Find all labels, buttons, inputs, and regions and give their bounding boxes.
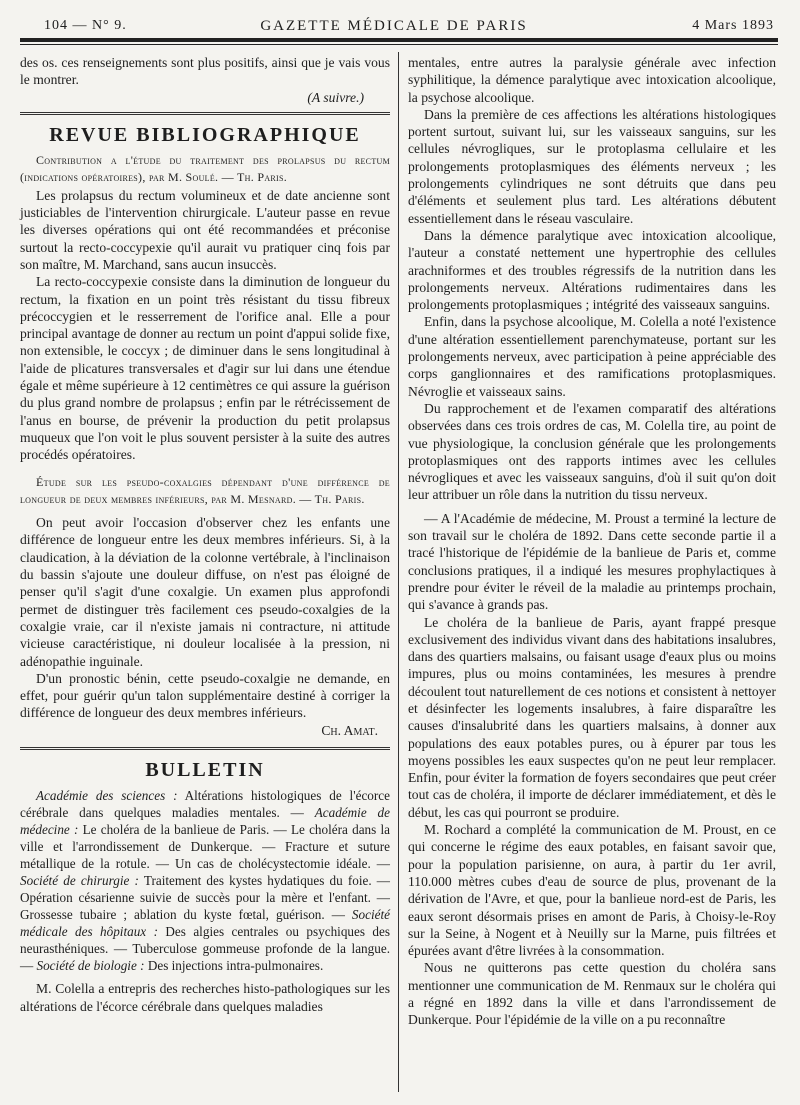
section-rule bbox=[20, 112, 390, 115]
paragraph: Du rapprochement et de l'examen comparatif des altérations observées dans ces trois ordres de cas, M. Colella tire, au point de vue physiologique, la conclusion générale que les prolongements protoplasmiques ont des rapports intimes avec les cellules névrogliques et avec les vaisseaux sanguins, d'où il suit qu'on doit leur attribuer un rôle dans la nutrition du tissu nerveux. bbox=[408, 400, 776, 503]
bulletin-summary: Académie des sciences : Altérations histologiques de l'écorce cérébrale dans quelques maladies mentales. — Académie de médecine : Le choléra de la banlieue de Paris. — Le choléra dans la ville et l'arrondissement de Dunkerque. — Fracture et suture métallique de la rotule. — Un cas de cholécystectomie idéale. — Société de chirurgie : Traitement des kystes hydatiques du foie. — Opération césarienne suivie de succès pour la mère et l'enfant. — Grossesse tubaire ; ablation du kyste fœtal, guérison. — Société médicale des hôpitaux : Des algies centrales ou psychiques des neurasthéniques. — Tuberculose gommeuse profonde de la langue. — Société de biologie : Des injections intra-pulmonaires. bbox=[20, 788, 390, 974]
right-column bbox=[408, 54, 776, 1029]
paragraph: mentales, entre autres la paralysie générale avec infection syphilitique, la démence paralytique avec intoxication alcoolique, la psychose alcoolique. bbox=[408, 55, 776, 105]
page-number: 104 — N° 9. bbox=[44, 18, 127, 33]
paragraph: Nous ne quitterons pas cette question du choléra sans mentionner une communication de M. Renmaux sur le choléra qui a régné en 1892 dans la ville et dans l'arrondissement de Dunkerque. Pour l'épidémie de la ville on a pu reconnaître bbox=[408, 960, 776, 1028]
header-rule bbox=[20, 38, 778, 42]
bulletin-paragraph: M. Colella a entrepris des recherches histo-pathologiques sur les altérations de l'écorce cérébrale dans quelques maladies bbox=[20, 981, 390, 1014]
paragraph: — A l'Académie de médecine, M. Proust a terminé la lecture de son travail sur le choléra de 1892. Dans cette seconde partie il a tracé l'historique de l'épidémie de la banlieue de Paris et, comme conclusions pratiques, il a indiqué les mesures prophylactiques à prendre pour éviter le réveil de la maladie au printemps prochain, qui s'avance à grands pas. bbox=[408, 510, 776, 613]
page-header bbox=[14, 6, 774, 36]
article2-paragraph: D'un pronostic bénin, cette pseudo-coxalgie ne demande, en effet, pour guérir qu'un talon supplémentaire destiné à corriger la différence de longueur des deux membres inférieurs. bbox=[20, 670, 390, 721]
article1-heading: Contribution a l'étude du traitement des prolapsus du rectum (indications opératoires), par M. Soulé. — Th. Paris. bbox=[20, 153, 390, 185]
article1-paragraph: Les prolapsus du rectum volumineux et de date ancienne sont justiciables de l'intervention chirurgicale. L'auteur passe en revue les diverses opérations qui ont été recommandées et préconise surtout la recto-coccypexie qu'il aurait vu pratiquer cinq fois par son maître, M. Marchand, sans aucun insuccès. bbox=[20, 187, 390, 272]
continued-note: (A suivre.) bbox=[307, 89, 364, 105]
left-column bbox=[20, 54, 390, 1015]
header-rule-thin bbox=[20, 44, 778, 45]
paragraph: Le choléra de la banlieue de Paris, ayant frappé presque exclusivement des individus vivant dans des habitations insalubres, dans des quartiers malsains, ou faisant usage d'eaux plus ou moins impures, plus ou moins contaminées, les mesures à prendre découlent tout naturellement de ces notions et consistent à nettoyer et désinfecter les logements insalubres, à faire disparaître les causes d'insalubrité dans les quartiers malsains, à donner aux populations des eaux potables pures, ou à épurer par tous les moyens possibles les eaux suspectes qu'on ne peut leur remplacer. Enfin, pour éviter la formation de foyers secondaires que peut créer tout cas de choléra, il importe de déclarer immédiatement, et dès le début, les cas qui pourront se produire. bbox=[408, 614, 776, 820]
article1-paragraph: La recto-coccypexie consiste dans la diminution de longueur du rectum, la fixation en un point très résistant du tissu fibreux précoccygien et le resserrement de l'orifice anal. Elle a pour principal avantage de donner au rectum un point d'appui solide fixe, non extensible, le coccyx ; de diminuer dans le sens longitudinal à l'aide de plicatures transversales et d'agir sur lui dans une étendue égale et même supérieure à 12 centimètres ce qui assure la guérison du plus grand nombre de prolapsus ; enfin par le rétrécissement de l'anus en bourse, de prévenir la production du petit prolapsus muqueux que l'on voit le plus souvent persister à la suite des autres procédés opératoires. bbox=[20, 274, 390, 463]
journal-title: GAZETTE MÉDICALE DE PARIS bbox=[260, 18, 528, 34]
paragraph: Dans la démence paralytique avec intoxication alcoolique, l'auteur a constaté nettement une hypertrophie des cellules arachniformes et des troubles régressifs de la nutrition dans les prolongements nerveux. Altérations rudimentaires dans les prolongements protoplasmiques ; intégrité des vaisseaux sanguins. bbox=[408, 227, 776, 313]
revue-title: REVUE BIBLIOGRAPHIQUE bbox=[49, 123, 361, 146]
article2-paragraph: On peut avoir l'occasion d'observer chez les enfants une différence de longueur entre les deux membres inférieurs. Si, à la claudication, à la déviation de la colonne vertébrale, à l'inclinaison du bassin s'ajoute une douleur diffuse, on n'est pas éloigné de penser qu'il s'agit d'une coxalgie. Un examen plus approfondi permet de distinguer très facilement ces pseudo-coxalgies de la coxalgie vraie, car il n'existe jamais ni contracture, ni attitude vicieuse caractéristique, ni douleur localisée à la pression, ni adénopathie inguinale. bbox=[20, 515, 390, 669]
article2-heading: Étude sur les pseudo-coxalgies dépendant d'une différence de longueur de deux membres inférieurs, par M. Mesnard. — Th. Paris. bbox=[20, 474, 390, 506]
paragraph: M. Rochard a complété la communication de M. Proust, en ce qui concerne le régime des eaux potables, en faisant savoir que, pour la population parisienne, on aura, à partir du 1er avril, 110.000 mètres cubes d'eau de source de plus, provenant de la dérivation de l'Avre, et que, pour la banlieue nord-est de Paris, les eaux seront désormais prises en amont de Paris, à Choisy-le-Roy sur la Seine, à Nogent et à Neuilly sur la Marne, puis filtrées et épurées avant d'être livrées à la consommation. bbox=[408, 822, 776, 959]
column-divider bbox=[398, 52, 399, 1092]
paragraph: Enfin, dans la psychose alcoolique, M. Colella a noté l'existence d'une altération essentiellement parenchymateuse, portant sur les prolongements nerveux, avec participation à peine appréciable des corps ganglionnaires et des ramifications protoplasmiques. Névroglie et vaisseaux sains. bbox=[408, 314, 776, 399]
bulletin-title: BULLETIN bbox=[145, 758, 265, 781]
paragraph: Dans la première de ces affections les altérations histologiques portent surtout, suivant lui, sur les vaisseaux sanguins, sur les cellules névrogliques, sur le protoplasma cellulaire et les prolongements protoplasmiques des éléments nerveux ; les prolongements cylindriques ne sont détruits que dans peu d'éléments et seulement plus tard. Les altérations débutent essentiellement dans le réseau vasculaire. bbox=[408, 106, 776, 226]
author-signature: Ch. Amat. bbox=[321, 722, 378, 738]
intro-text: des os. ces renseignements sont plus positifs, ainsi que je vais vous le montrer. bbox=[20, 55, 390, 88]
issue-date: 4 Mars 1893 bbox=[692, 18, 774, 33]
section-rule bbox=[20, 747, 390, 750]
